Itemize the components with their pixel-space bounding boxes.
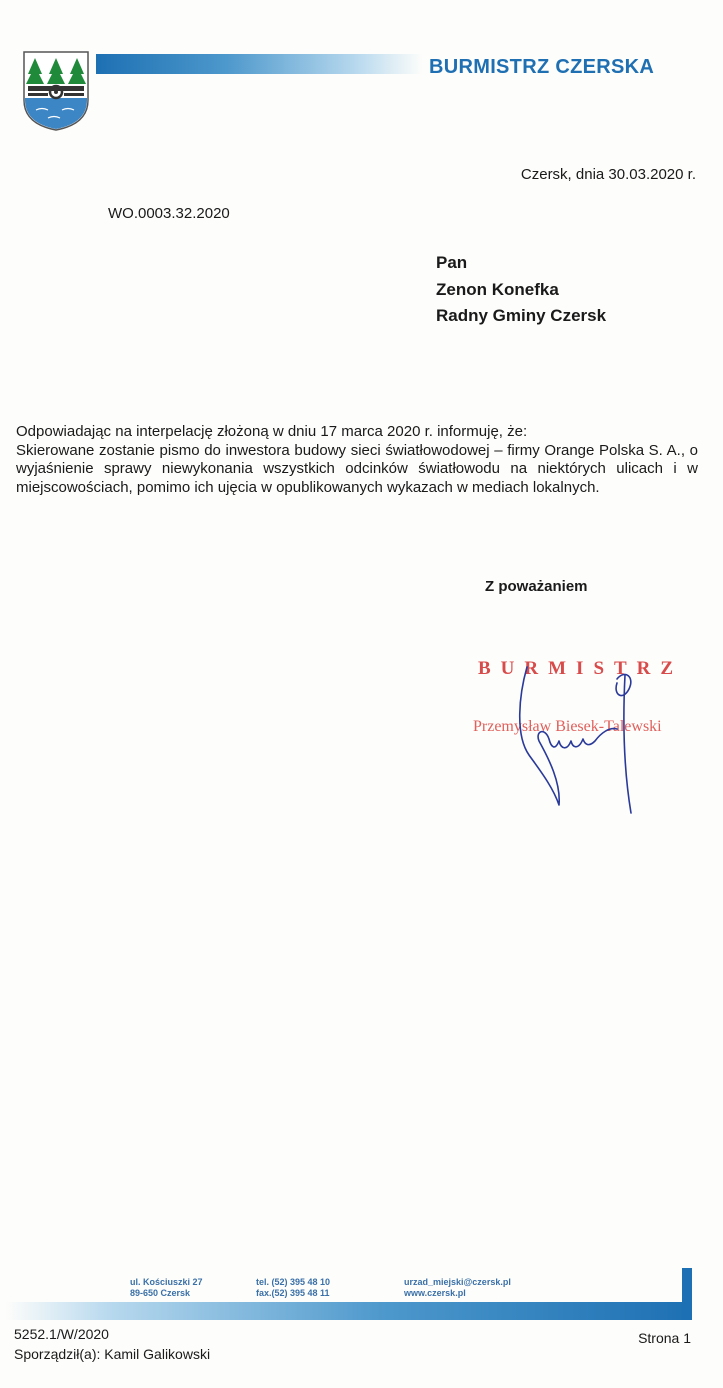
header-title: BURMISTRZ CZERSKA <box>429 56 655 78</box>
footer-postcode: 89-650 Czersk <box>130 1288 191 1298</box>
recipient-salutation: Pan <box>436 253 468 272</box>
stamp-title: BURMISTRZ <box>478 658 684 679</box>
footer-accent-corner <box>682 1268 692 1320</box>
page-number: Strona 1 <box>638 1330 691 1346</box>
municipal-crest-icon <box>22 50 90 132</box>
prepared-by: Sporządził(a): Kamil Galikowski <box>14 1346 211 1362</box>
footer-website: www.czersk.pl <box>404 1288 466 1298</box>
footer-phone: tel. (52) 395 48 10 <box>256 1277 331 1287</box>
letter-body <box>16 423 698 497</box>
closing-phrase: Z poważaniem <box>485 578 588 595</box>
footer-fax: fax.(52) 395 48 11 <box>256 1288 330 1298</box>
recipient-name: Zenon Konefka <box>436 280 559 299</box>
footer-street: ul. Kościuszki 27 <box>130 1277 203 1287</box>
footer-web-block <box>404 1277 511 1299</box>
reference-number: WO.0003.32.2020 <box>108 205 230 222</box>
recipient-title: Radny Gminy Czersk <box>436 306 607 325</box>
footer-email: urzad_miejski@czersk.pl <box>404 1277 511 1287</box>
document-code: 5252.1/W/2020 <box>14 1326 109 1342</box>
footer-accent-bar <box>6 1302 692 1320</box>
letter-date: Czersk, dnia 30.03.2020 r. <box>520 166 696 183</box>
footer-address <box>130 1277 203 1299</box>
footer-phone-block <box>256 1277 330 1299</box>
body-intro: Odpowiadając na interpelację złożoną w dniu 17 marca 2020 r. informuję, że: <box>16 423 528 440</box>
handwritten-signature-icon <box>505 655 645 820</box>
stamp-name: Przemysław Biesek-Talewski <box>473 718 662 735</box>
header-accent-bar <box>96 54 422 74</box>
body-paragraph: Skierowane zostanie pismo do inwestora budowy sieci światłowodowej – firmy Orange Polska S. A., o wyjaśnienie sprawy niewykonania wszystkich odcinków światłowodu na niektórych ulicach i w miejscowościach, pomimo ich ujęcia w opublikowanych wykazach w mediach lokalnych. <box>16 441 698 496</box>
